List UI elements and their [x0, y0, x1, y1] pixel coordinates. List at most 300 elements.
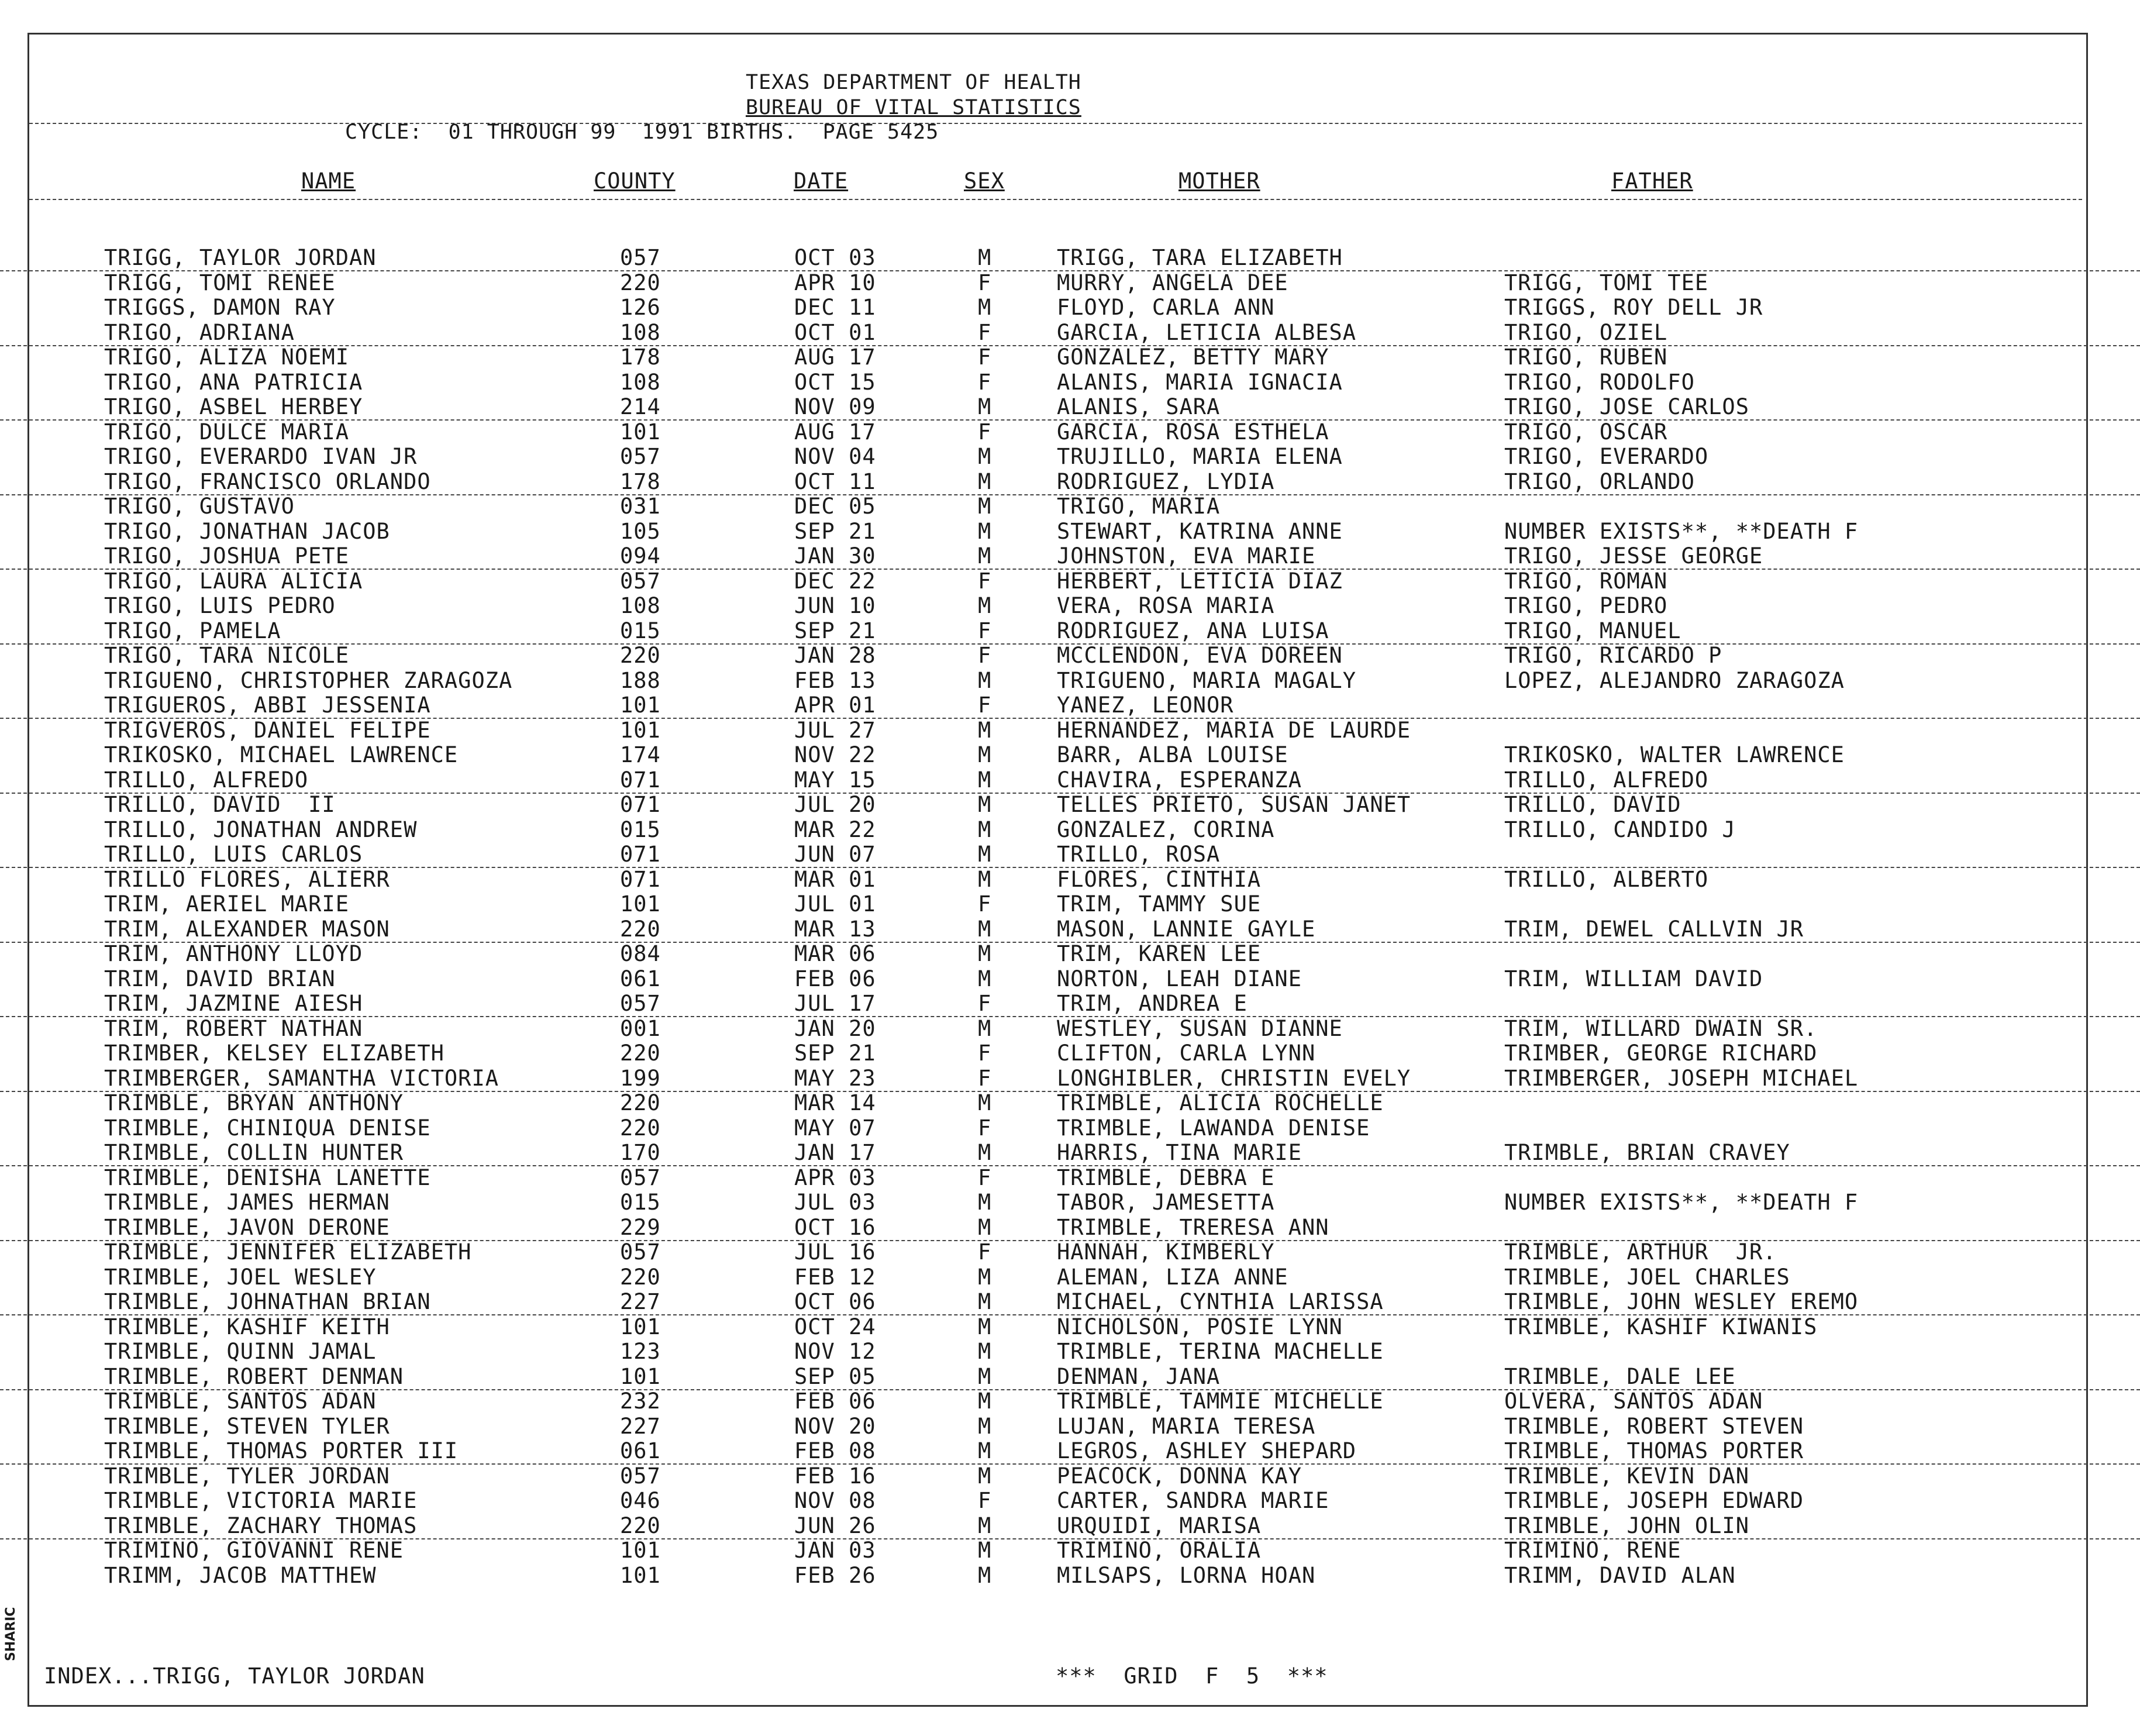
cell-father: OLVERA, SANTOS ADAN — [1504, 1389, 1763, 1414]
cell-date: JAN 28 — [794, 643, 876, 668]
table-row — [0, 1563, 2140, 1588]
cell-name: TRILLO, JONATHAN ANDREW — [104, 817, 418, 842]
cell-mother: TRIMBLE, TAMMIE MICHELLE — [1057, 1389, 1384, 1414]
cell-mother: TRIM, ANDREA E — [1057, 991, 1248, 1016]
table-row — [0, 569, 2140, 594]
cell-sex: M — [978, 916, 992, 942]
cell-mother: MCCLENDON, EVA DOREEN — [1057, 643, 1343, 668]
cell-county: 178 — [620, 345, 661, 370]
column-header-rule — [29, 199, 2082, 200]
cell-mother: TABOR, JAMESETTA — [1057, 1190, 1275, 1215]
cell-sex: M — [978, 444, 992, 469]
cell-mother: URQUIDI, MARISA — [1057, 1513, 1262, 1538]
table-row — [0, 1240, 2140, 1265]
cell-date: SEP 05 — [794, 1363, 876, 1389]
header-rule — [29, 123, 2082, 124]
cell-county: 057 — [620, 991, 661, 1016]
cell-county: 220 — [620, 1090, 661, 1115]
cell-sex: F — [978, 1065, 992, 1091]
cell-sex: M — [978, 394, 992, 419]
cell-sex: F — [978, 419, 992, 445]
cell-mother: LONGHIBLER, CHRISTIN EVELY — [1057, 1065, 1411, 1091]
table-row — [0, 1190, 2140, 1215]
table-row — [0, 1414, 2140, 1439]
table-row — [0, 693, 2140, 719]
cell-father: TRIMBER, GEORGE RICHARD — [1504, 1041, 1818, 1066]
cell-mother: TRIMINO, ORALIA — [1057, 1538, 1262, 1563]
table-row — [0, 793, 2140, 817]
cell-name: TRIGO, TARA NICOLE — [104, 643, 349, 668]
cell-name: TRIMBLE, SANTOS ADAN — [104, 1389, 377, 1414]
col-header-date: DATE — [794, 168, 849, 194]
cell-name: TRIGO, EVERARDO IVAN JR — [104, 444, 418, 469]
table-row — [0, 1141, 2140, 1166]
col-header-father: FATHER — [1611, 168, 1693, 194]
cell-father: TRIM, DEWEL CALLVIN JR — [1504, 916, 1804, 942]
cell-sex: M — [978, 842, 992, 867]
cell-county: 057 — [620, 1165, 661, 1190]
cell-date: JUN 10 — [794, 593, 876, 618]
table-row — [0, 1066, 2140, 1092]
cell-mother: TELLES PRIETO, SUSAN JANET — [1057, 792, 1411, 817]
table-row — [0, 519, 2140, 544]
cell-sex: M — [978, 742, 992, 767]
table-row — [0, 271, 2140, 295]
cell-date: JUL 01 — [794, 891, 876, 917]
cell-mother: NORTON, LEAH DIANE — [1057, 966, 1302, 991]
cell-date: FEB 16 — [794, 1463, 876, 1489]
table-row — [0, 942, 2140, 966]
cell-sex: M — [978, 245, 992, 270]
cell-county: 220 — [620, 270, 661, 295]
table-row — [0, 892, 2140, 917]
cell-date: OCT 06 — [794, 1289, 876, 1314]
cell-father: TRIGO, RUBEN — [1504, 345, 1668, 370]
cell-date: FEB 26 — [794, 1562, 876, 1588]
cell-county: 015 — [620, 1190, 661, 1215]
cell-name: TRIMBLE, JOEL WESLEY — [104, 1264, 377, 1290]
cell-sex: M — [978, 717, 992, 743]
cell-date: JUN 26 — [794, 1513, 876, 1538]
cell-sex: M — [978, 767, 992, 793]
cell-date: MAY 07 — [794, 1115, 876, 1141]
cell-date: OCT 16 — [794, 1214, 876, 1240]
cell-name: TRIGO, ASBEL HERBEY — [104, 394, 363, 419]
table-row — [0, 470, 2140, 495]
cell-county: 031 — [620, 494, 661, 519]
footer-index: INDEX...TRIGG, TAYLOR JORDAN — [44, 1663, 425, 1689]
cell-father: TRIGO, ROMAN — [1504, 568, 1668, 594]
cell-sex: M — [978, 1190, 992, 1215]
cell-county: 084 — [620, 941, 661, 966]
table-row — [0, 1166, 2140, 1190]
cell-mother: GARCIA, ROSA ESTHELA — [1057, 419, 1329, 445]
cell-sex: M — [978, 1389, 992, 1414]
cell-date: NOV 09 — [794, 394, 876, 419]
cell-county: 188 — [620, 667, 661, 693]
cell-mother: CHAVIRA, ESPERANZA — [1057, 767, 1302, 793]
cell-date: NOV 22 — [794, 742, 876, 767]
col-header-name: NAME — [301, 168, 356, 194]
cell-county: 071 — [620, 792, 661, 817]
cell-father: TRIGO, OSCAR — [1504, 419, 1668, 445]
cell-sex: M — [978, 667, 992, 693]
cell-county: 094 — [620, 543, 661, 569]
cell-name: TRIM, ANTHONY LLOYD — [104, 941, 363, 966]
cell-name: TRIMBERGER, SAMANTHA VICTORIA — [104, 1065, 499, 1091]
cell-mother: RODRIGUEZ, ANA LUISA — [1057, 618, 1329, 643]
table-row — [0, 1339, 2140, 1364]
cell-county: 061 — [620, 966, 661, 991]
table-row — [0, 544, 2140, 570]
cell-sex: M — [978, 966, 992, 991]
cell-mother: MURRY, ANGELA DEE — [1057, 270, 1288, 295]
cell-county: 071 — [620, 767, 661, 793]
cell-sex: M — [978, 1289, 992, 1314]
cell-date: JUL 03 — [794, 1190, 876, 1215]
cell-name: TRILLO, LUIS CARLOS — [104, 842, 363, 867]
table-row — [0, 395, 2140, 421]
cell-sex: F — [978, 1488, 992, 1513]
cell-date: JAN 20 — [794, 1015, 876, 1041]
cell-father: TRIMM, DAVID ALAN — [1504, 1562, 1736, 1588]
cell-date: APR 10 — [794, 270, 876, 295]
cell-name: TRIMBLE, STEVEN TYLER — [104, 1413, 390, 1439]
cell-date: JUL 17 — [794, 991, 876, 1016]
cell-county: 057 — [620, 1463, 661, 1489]
cell-date: OCT 01 — [794, 319, 876, 345]
cell-name: TRIGVEROS, DANIEL FELIPE — [104, 717, 431, 743]
cell-name: TRIMBLE, JAVON DERONE — [104, 1214, 390, 1240]
cell-county: 057 — [620, 444, 661, 469]
cell-sex: M — [978, 1314, 992, 1339]
cell-mother: LEGROS, ASHLEY SHEPARD — [1057, 1438, 1357, 1463]
cell-county: 101 — [620, 891, 661, 917]
cell-name: TRIGO, ALIZA NOEMI — [104, 345, 349, 370]
cell-name: TRIGO, ADRIANA — [104, 319, 295, 345]
cell-county: 220 — [620, 916, 661, 942]
cell-sex: M — [978, 1090, 992, 1115]
table-row — [0, 842, 2140, 868]
cell-mother: TRIMBLE, DEBRA E — [1057, 1165, 1275, 1190]
cell-father: TRIMBLE, KASHIF KIWANIS — [1504, 1314, 1818, 1339]
cell-county: 108 — [620, 593, 661, 618]
cell-mother: CLIFTON, CARLA LYNN — [1057, 1041, 1316, 1066]
cell-father: TRIMBLE, KEVIN DAN — [1504, 1463, 1749, 1489]
cell-date: FEB 08 — [794, 1438, 876, 1463]
table-row — [0, 420, 2140, 445]
cell-mother: HERBERT, LETICIA DIAZ — [1057, 568, 1343, 594]
cell-date: NOV 20 — [794, 1413, 876, 1439]
cell-county: 101 — [620, 717, 661, 743]
table-row — [0, 1464, 2140, 1489]
cell-name: TRIMBLE, JOHNATHAN BRIAN — [104, 1289, 431, 1314]
cell-name: TRIMBLE, CHINIQUA DENISE — [104, 1115, 431, 1141]
cell-county: 057 — [620, 245, 661, 270]
cell-mother: DENMAN, JANA — [1057, 1363, 1221, 1389]
cell-name: TRIGGS, DAMON RAY — [104, 295, 336, 320]
cell-date: JUL 16 — [794, 1239, 876, 1265]
cell-name: TRIMBER, KELSEY ELIZABETH — [104, 1041, 444, 1066]
cell-sex: F — [978, 270, 992, 295]
cell-mother: GONZALEZ, BETTY MARY — [1057, 345, 1329, 370]
cell-county: 174 — [620, 742, 661, 767]
cell-date: JUL 27 — [794, 717, 876, 743]
cell-mother: TRIMBLE, ALICIA ROCHELLE — [1057, 1090, 1384, 1115]
cell-sex: M — [978, 1538, 992, 1563]
cell-name: TRIM, AERIEL MARIE — [104, 891, 349, 917]
cell-date: DEC 05 — [794, 494, 876, 519]
table-row — [0, 1091, 2140, 1115]
cell-sex: M — [978, 469, 992, 494]
table-row — [0, 669, 2140, 693]
cell-father: TRILLO, CANDIDO J — [1504, 817, 1736, 842]
table-row — [0, 1290, 2140, 1315]
cell-father: TRIM, WILLARD DWAIN SR. — [1504, 1015, 1818, 1041]
cell-county: 001 — [620, 1015, 661, 1041]
cell-sex: F — [978, 1041, 992, 1066]
cell-county: 015 — [620, 618, 661, 643]
cell-mother: HERNANDEZ, MARIA DE LAURDE — [1057, 717, 1411, 743]
cell-sex: M — [978, 1513, 992, 1538]
cell-date: SEP 21 — [794, 618, 876, 643]
cell-sex: M — [978, 1140, 992, 1165]
col-header-county: COUNTY — [594, 168, 676, 194]
cell-father: TRIGO, JESSE GEORGE — [1504, 543, 1763, 569]
cell-name: TRIM, JAZMINE AIESH — [104, 991, 363, 1016]
cell-sex: M — [978, 1339, 992, 1364]
cell-date: MAY 15 — [794, 767, 876, 793]
cell-county: 015 — [620, 817, 661, 842]
cell-sex: M — [978, 1363, 992, 1389]
cell-mother: CARTER, SANDRA MARIE — [1057, 1488, 1329, 1513]
cell-county: 220 — [620, 1264, 661, 1290]
cell-name: TRIGO, GUSTAVO — [104, 494, 295, 519]
col-header-mother: MOTHER — [1178, 168, 1260, 194]
cell-mother: FLORES, CINTHIA — [1057, 866, 1262, 892]
cell-date: DEC 22 — [794, 568, 876, 594]
cell-sex: M — [978, 1463, 992, 1489]
cell-date: AUG 17 — [794, 345, 876, 370]
cell-date: NOV 08 — [794, 1488, 876, 1513]
table-row — [0, 295, 2140, 320]
table-row — [0, 1265, 2140, 1290]
cell-mother: TRIMBLE, TRERESA ANN — [1057, 1214, 1329, 1240]
table-row — [0, 494, 2140, 519]
cell-sex: M — [978, 1264, 992, 1290]
cell-mother: ALANIS, MARIA IGNACIA — [1057, 369, 1343, 395]
table-row — [0, 445, 2140, 469]
footer-grid: *** GRID F 5 *** — [1056, 1663, 1328, 1689]
cell-county: 057 — [620, 568, 661, 594]
cell-date: JAN 30 — [794, 543, 876, 569]
cell-sex: F — [978, 345, 992, 370]
cell-father: TRIGG, TOMI TEE — [1504, 270, 1709, 295]
cell-date: MAR 14 — [794, 1090, 876, 1115]
cell-date: MAY 23 — [794, 1065, 876, 1091]
cell-mother: TRIMBLE, LAWANDA DENISE — [1057, 1115, 1370, 1141]
cell-date: FEB 06 — [794, 1389, 876, 1414]
cell-father: TRIGO, ORLANDO — [1504, 469, 1695, 494]
cell-sex: F — [978, 369, 992, 395]
table-row — [0, 1489, 2140, 1513]
cell-mother: TRIGG, TARA ELIZABETH — [1057, 245, 1343, 270]
cell-father: TRIMBLE, ROBERT STEVEN — [1504, 1413, 1804, 1439]
header-subtitle: BUREAU OF VITAL STATISTICS — [746, 96, 1081, 119]
cell-name: TRIGO, JONATHAN JACOB — [104, 518, 390, 544]
cell-father: TRIMBLE, JOSEPH EDWARD — [1504, 1488, 1804, 1513]
cell-sex: M — [978, 494, 992, 519]
cell-sex: M — [978, 817, 992, 842]
cell-name: TRIMBLE, ZACHARY THOMAS — [104, 1513, 418, 1538]
cell-sex: F — [978, 643, 992, 668]
cell-date: AUG 17 — [794, 419, 876, 445]
cell-mother: TRILLO, ROSA — [1057, 842, 1221, 867]
cell-county: 101 — [620, 419, 661, 445]
cell-county: 220 — [620, 1041, 661, 1066]
cell-father: TRIMBLE, THOMAS PORTER — [1504, 1438, 1804, 1463]
cell-mother: TRIGO, MARIA — [1057, 494, 1221, 519]
table-row — [0, 1315, 2140, 1339]
table-row — [0, 321, 2140, 346]
cell-mother: TRIGUENO, MARIA MAGALY — [1057, 667, 1357, 693]
cell-mother: BARR, ALBA LOUISE — [1057, 742, 1288, 767]
cell-name: TRIGO, ANA PATRICIA — [104, 369, 363, 395]
cell-mother: ALEMAN, LIZA ANNE — [1057, 1264, 1288, 1290]
cell-county: 101 — [620, 1363, 661, 1389]
table-row — [0, 917, 2140, 943]
cell-sex: M — [978, 792, 992, 817]
cell-name: TRIMBLE, BRYAN ANTHONY — [104, 1090, 404, 1115]
cell-father: TRIM, WILLIAM DAVID — [1504, 966, 1763, 991]
cell-mother: RODRIGUEZ, LYDIA — [1057, 469, 1275, 494]
cell-name: TRIGUENO, CHRISTOPHER ZARAGOZA — [104, 667, 513, 693]
cell-name: TRIMBLE, THOMAS PORTER III — [104, 1438, 459, 1463]
cell-date: JUL 20 — [794, 792, 876, 817]
cell-name: TRILLO, ALFREDO — [104, 767, 309, 793]
cell-county: 071 — [620, 842, 661, 867]
table-row — [0, 991, 2140, 1017]
cell-date: FEB 13 — [794, 667, 876, 693]
cell-sex: M — [978, 941, 992, 966]
cell-date: MAR 01 — [794, 866, 876, 892]
cell-father: TRIGO, PEDRO — [1504, 593, 1668, 618]
table-row — [0, 1215, 2140, 1241]
cell-mother: ALANIS, SARA — [1057, 394, 1221, 419]
cell-county: 227 — [620, 1289, 661, 1314]
cell-mother: YANEZ, LEONOR — [1057, 693, 1234, 718]
table-row — [0, 246, 2140, 271]
cell-sex: M — [978, 1214, 992, 1240]
cell-father: TRIGO, JOSE CARLOS — [1504, 394, 1749, 419]
cell-name: TRIGUEROS, ABBI JESSENIA — [104, 693, 431, 718]
cell-name: TRILLO, DAVID II — [104, 792, 336, 817]
cell-father: TRIMBLE, JOHN WESLEY EREMO — [1504, 1289, 1859, 1314]
cell-sex: F — [978, 891, 992, 917]
table-row — [0, 1538, 2140, 1563]
cell-date: OCT 03 — [794, 245, 876, 270]
cell-sex: F — [978, 618, 992, 643]
table-row — [0, 619, 2140, 645]
cell-county: 229 — [620, 1214, 661, 1240]
header-title: TEXAS DEPARTMENT OF HEALTH — [746, 71, 1081, 94]
cell-name: TRIMBLE, JAMES HERMAN — [104, 1190, 390, 1215]
cell-sex: M — [978, 1413, 992, 1439]
cell-name: TRIKOSKO, MICHAEL LAWRENCE — [104, 742, 459, 767]
cell-name: TRIMINO, GIOVANNI RENE — [104, 1538, 404, 1563]
cell-sex: F — [978, 693, 992, 718]
cell-name: TRIM, ALEXANDER MASON — [104, 916, 390, 942]
cell-father: TRIMBLE, JOHN OLIN — [1504, 1513, 1749, 1538]
cell-name: TRIMM, JACOB MATTHEW — [104, 1562, 377, 1588]
cell-date: APR 03 — [794, 1165, 876, 1190]
cell-mother: PEACOCK, DONNA KAY — [1057, 1463, 1302, 1489]
cell-mother: NICHOLSON, POSIE LYNN — [1057, 1314, 1343, 1339]
cell-father: TRIGO, MANUEL — [1504, 618, 1681, 643]
cell-name: TRIGO, JOSHUA PETE — [104, 543, 349, 569]
cell-county: 220 — [620, 1115, 661, 1141]
cell-mother: MICHAEL, CYNTHIA LARISSA — [1057, 1289, 1384, 1314]
table-row — [0, 1439, 2140, 1465]
cell-county: 071 — [620, 866, 661, 892]
cell-name: TRIGO, PAMELA — [104, 618, 281, 643]
cell-date: NOV 12 — [794, 1339, 876, 1364]
cycle-line: CYCLE: 01 THROUGH 99 1991 BIRTHS. PAGE 5425 — [345, 120, 939, 144]
cell-mother: GARCIA, LETICIA ALBESA — [1057, 319, 1357, 345]
cell-county: 220 — [620, 643, 661, 668]
cell-name: TRIGG, TOMI RENEE — [104, 270, 336, 295]
cell-name: TRIGG, TAYLOR JORDAN — [104, 245, 377, 270]
cell-county: 178 — [620, 469, 661, 494]
cell-mother: MASON, LANNIE GAYLE — [1057, 916, 1316, 942]
cell-date: MAR 22 — [794, 817, 876, 842]
cell-county: 101 — [620, 1314, 661, 1339]
cell-mother: JOHNSTON, EVA MARIE — [1057, 543, 1316, 569]
cell-father: NUMBER EXISTS**, **DEATH F — [1504, 1190, 1859, 1215]
cell-father: TRIKOSKO, WALTER LAWRENCE — [1504, 742, 1845, 767]
cell-mother: HANNAH, KIMBERLY — [1057, 1239, 1275, 1265]
cell-date: JAN 03 — [794, 1538, 876, 1563]
cell-sex: F — [978, 568, 992, 594]
cell-father: TRIMBLE, ARTHUR JR. — [1504, 1239, 1777, 1265]
table-row — [0, 1365, 2140, 1390]
cell-county: 123 — [620, 1339, 661, 1364]
cell-mother: TRIM, TAMMY SUE — [1057, 891, 1262, 917]
cell-father: TRIGGS, ROY DELL JR — [1504, 295, 1763, 320]
cell-mother: WESTLEY, SUSAN DIANNE — [1057, 1015, 1343, 1041]
cell-date: JUN 07 — [794, 842, 876, 867]
cell-sex: M — [978, 1015, 992, 1041]
cell-sex: M — [978, 1438, 992, 1463]
cell-date: OCT 24 — [794, 1314, 876, 1339]
cell-sex: F — [978, 1115, 992, 1141]
table-row — [0, 1389, 2140, 1414]
cell-date: FEB 06 — [794, 966, 876, 991]
cell-sex: F — [978, 1165, 992, 1190]
cell-mother: TRIM, KAREN LEE — [1057, 941, 1262, 966]
cell-county: 101 — [620, 693, 661, 718]
cell-county: 101 — [620, 1562, 661, 1588]
cell-county: 046 — [620, 1488, 661, 1513]
cell-date: APR 01 — [794, 693, 876, 718]
table-row — [0, 743, 2140, 767]
cell-father: TRIGO, EVERARDO — [1504, 444, 1709, 469]
cell-name: TRIMBLE, JENNIFER ELIZABETH — [104, 1239, 472, 1265]
cell-county: 057 — [620, 1239, 661, 1265]
cell-county: 214 — [620, 394, 661, 419]
cell-name: TRIGO, FRANCISCO ORLANDO — [104, 469, 431, 494]
cell-sex: M — [978, 1562, 992, 1588]
